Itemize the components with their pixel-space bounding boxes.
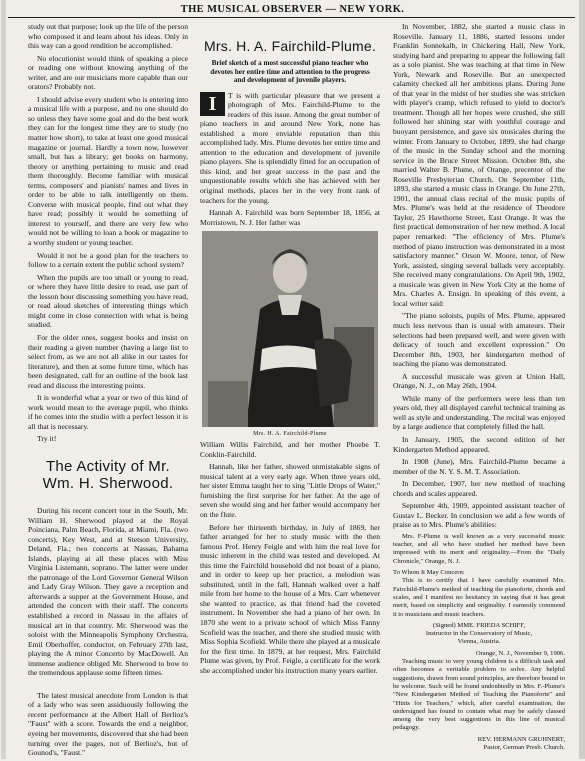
paragraph: Hannah A. Fairchild was born September 18, 1856, at Morristown, N. J. Her father was xyxy=(200,208,380,227)
paragraph: In January, 1905, the second edition of her Kindergarten Method appeared. xyxy=(393,434,565,454)
article-subhead: Brief sketch of a most successful piano teacher who devotes her entire time and attention to the progress and development of juvenile players. xyxy=(210,59,370,84)
page-gutter-right xyxy=(579,0,585,759)
quotation: Teaching music to very young children is a difficult task and often becomes a veritable problem to solve. Any helpful suggestions, drawn from sound principles, are therefore bound to be welcome. Such will be found undoubtedly in Mrs. F.-Plume's "New Kindergarten Method of Teaching the Pianoforte" and "Hints for Teachers," which, after careful examination, the undersigned has found to contain what may be safely classed among the very best suggestions in this line of musical pedagogy. xyxy=(393,658,565,732)
signature-place: Vienna, Austria. xyxy=(457,638,501,646)
letter-salutation: To Whom It May Concern: xyxy=(393,569,465,577)
column-right xyxy=(393,22,565,752)
signature-title: Instructor in the Conservatory of Music, xyxy=(425,630,533,638)
drop-cap: I xyxy=(200,92,225,116)
photo-caption: Mrs. H. A. Fairchild-Plume xyxy=(253,431,327,438)
paragraph: Would it not be a good plan for the teachers to follow to a certain extent the public school system? xyxy=(28,250,188,270)
column-middle xyxy=(200,22,380,678)
paragraph: While many of the performers were less than ten years old, they all displayed careful technical training as well as style and understanding. The recital was enjoyed by a large audience that completely filled the hall. xyxy=(393,393,565,432)
paragraph: In November, 1882, she started a music class in Roseville. January 11, 1886, started lessons under Franklin Sonnekalb, in Chickering Hall, New York, studying hard and preparing to appear the following fall as a solo pianist. She was teaching at that time in New York, Newark and Roseville. But an unexpected calamity checked all her ambitious plans. During June of that year in the midst of her studies she was stricken with player's cramp, which refused to yield to doctor's treatment. Though all her hopes were crushed, she still followed her shining star with youthful courage and buoyant persistence, and gave six musicales during the winter. From January to October, 1899, she had charge of the music in the Sunday school and the morning service in the Bruce Street Mission. October 8th, she married Walter B. Plume, of Orange, precentor of the Roseville Presbyterian Church. On September 11th, 1893, she started a music class in Orange. On June 27th, 1901, the annual class recital of the music pupils of Mrs. Plume's was held at the residence of Theodore Taylor, 25 Hawthorne Street, East Orange. It was the first practical demonstration of her new method. A local paper remarked: "The efficiency of Mrs. Plume's method of piano instruction was demonstrated in a most satisfactory manner." Orson W. Moore, tenor, of New York, assisted, singing several ballads very acceptably. She received many congratulations. On April 9th, 1902, a musicale was given in New York City at the home of Mrs. Charles A. Ensign. In speaking of this event, a local writer said: xyxy=(393,22,565,308)
portrait-photo xyxy=(202,231,378,427)
paragraph: study out that purpose; look up the life of the person who composed it and learn about his ideas. Only in this way can a good rendition be accomplished. xyxy=(28,22,188,51)
letter-date: Orange, N. J., November 9, 1906. xyxy=(475,649,565,657)
portrait-illustration xyxy=(202,231,378,427)
paragraph: Hannah, like her father, showed unmistakable signs of musical talent at a very early age. When three years old, her sister Emma taught her to sing "Little Drops of Water," furnishing the first surprise for her father. At the age of seven she would sing and her father would accompany her on the flute. xyxy=(200,462,380,519)
paragraph: For the older ones, suggest books and insist on their reading a given number (having a large list to select from, as we are not all alike in our tastes for literature), and then at some future time, which has been designated, call for an outline of the book last read and discuss the interesting points. xyxy=(28,332,188,390)
paragraph: September 4th, 1909, appointed assistant teacher of Gustav L. Becker. In conclusion we add a few words of praise as to Mrs. Plume's abilities: xyxy=(393,501,565,530)
article-heading-fairchild-plume: Mrs. H. A. Fairchild-Plume. xyxy=(204,38,376,54)
paragraph: When the pupils are too small or young to read, or where they have little desire to read, use part of the lesson hour discussing something you have read, or read aloud sketches of interesting things which might come in close connection with what is being studied. xyxy=(28,272,188,330)
paragraph: Before her thirteenth birthday, in July of 1869, her father arranged for her to study music with the then famous Prof. Henry Feigle and with him the real love for music inherent in the child was tested and developed. At this time the Fairchild household did not boast of a piano, and in order to keep up her practice, a melodion was substituted, until in the fall, Hannah walked over a half mile from her home to the house of a Mrs. Carr whenever she wanted to practice, as that friend had the coveted instrument. In November she had a piano of her own. In 1870 she went to a private school of which Miss Fanny Scofield was the teacher, and there she studied music with Miss Sophia Scofield. While there she played at a musicale for the first time. In 1879, at her request, Mrs. Fairchild Plume was given, by Prof. Feigle, a certificate for the work she accomplished under his instruction many years earlier. xyxy=(200,522,380,675)
page-gutter-left xyxy=(1,0,6,759)
paragraph: The latest musical anecdote from London is that of a lady who was seen assiduously following the recent performance at the Albert Hall of Berlioz's "Faust" with a score. Towards the end a neighbor, eyeing her movements, discovered that she had been turning over the pages, not of Berlioz's, but of Gounod's, "Faust." xyxy=(28,690,188,758)
paragraph: I should advise every student who is entering into a musical life with a purpose, and no one should do so unless they have some goal and do the best work they can for the longest time they are to study (no matter how short), to take at least one good musical magazine or journal. Hardly a town now, however small, but has a library; get books on harmony, theory or anything pertaining to music and read them thoroughly. Become familiar with musical terms, composers' and pianists' names and lives in order to be able to talk intelligently on them. Converse with musical people, find out what they have read; possibly it would be something of interest to yourself, and there are very few who would not be willing to loan a book or magazine to a worthy student or young teacher. xyxy=(28,94,189,248)
paragraph: Try it! xyxy=(37,434,57,444)
signature-line: REV. HERMANN GRUHNERT, xyxy=(477,735,565,743)
paragraph: William Willis Fairchild, and her mother Phoebe T. Conklin-Fairchild. xyxy=(200,440,380,459)
paragraph: No elocutionist would think of speaking a piece or reading one without knowing anything of the writer, and are our musicians more capable than our orators? Probably not. xyxy=(28,53,188,92)
signature-title: Pastor, German Presb. Church. xyxy=(483,744,565,752)
paragraph: During his recent concert tour in the South, Mr. William H. Sherwood played at the Royal Poinciana, Palm Beach, Florida, at Miami, Fla. (two concerts), Key West, and at Stetson University, Deland, Fla.; two concerts at Nassau, Bahama Islands, playing at all these places with Miss Virginia Listemann, soprano. The latter were under the patronage of the Lord Governor General Wilson and Lady Gray Wilson. They gave a reception and afterwards a supper at the Government House, and attended the concert with their staff. The concerts established a record in Nassau in the affairs of musical art in that country. Mr. Sherwood was the soloist with the Minneapolis Symphony Orchestra, Emil Oberhoffer, conductor, on February 27th last, playing the A minor Concerto by MacDowell. An immense audience obliged Mr. Sherwood to bow to the tremendous applause some fifteen times. xyxy=(28,505,188,678)
column-left xyxy=(28,22,188,761)
paragraph: "The piano soloists, pupils of Mrs. Plume, appeared much less nervous than is usual with amateurs. Their selections had been prepared well, and were given with delicacy of touch and excellent expression." On December 8th, 1903, her kindergarten method of teaching the piano was demonstrated. xyxy=(393,311,565,369)
running-header: THE MUSICAL OBSERVER — NEW YORK. xyxy=(180,4,405,15)
paragraph: A successful musicale was given at Union Hall, Orange, N. J., on May 26th, 1904. xyxy=(393,371,565,391)
article-heading-sherwood: The Activity of Mr. Wm. H. Sherwood. xyxy=(42,457,174,492)
header-rule xyxy=(8,17,575,18)
quotation: This is to certify that I have carefully examined Mrs. Fairchild-Plume's method of teaching the pianoforte, chords and scales, and I manifest no hesitancy in saying that it has great merit, based on simplicity and originality. I earnestly commend it to musicians and music teachers. xyxy=(393,577,565,618)
paragraph: It is wonderful what a year or two of this kind of work would mean to the average pupil, who thinks if he comes into the studio with a perfect lesson it is all that is necessary. xyxy=(28,393,188,431)
quotation: Mrs. F-Plume is well known as a very successful music teacher, and all who have studied her method have been impressed with its merit and originality.—From the "Daily Chronicle," Orange, N. J. xyxy=(393,532,565,565)
signature-line: (Signed) MME. FRIEDA SCHIFF, xyxy=(433,621,525,629)
paragraph: In 1908 (June), Mrs. Fairchild-Plume became a member of the N. Y. S. M. T. Association. xyxy=(393,457,565,476)
paragraph-with-drop-cap: I T is with particular pleasure that we present a photograph of Mrs. Fairchild-Plume to the readers of this issue. Among the great number of piano teachers in and around New York, none has established a more enviable reputation than this accomplished lady. Mrs. Plume devotes her entire time and attention to the education and development of juvenile piano players. She is splendidly fitted for an occupation of this kind, and her great success in the past and the unquestionable results which she has achieved with her original methods, places her in the very front rank of teachers for the young. xyxy=(200,90,380,205)
paragraph: In December, 1907, her new method of teaching chords and scales appeared. xyxy=(393,479,565,498)
